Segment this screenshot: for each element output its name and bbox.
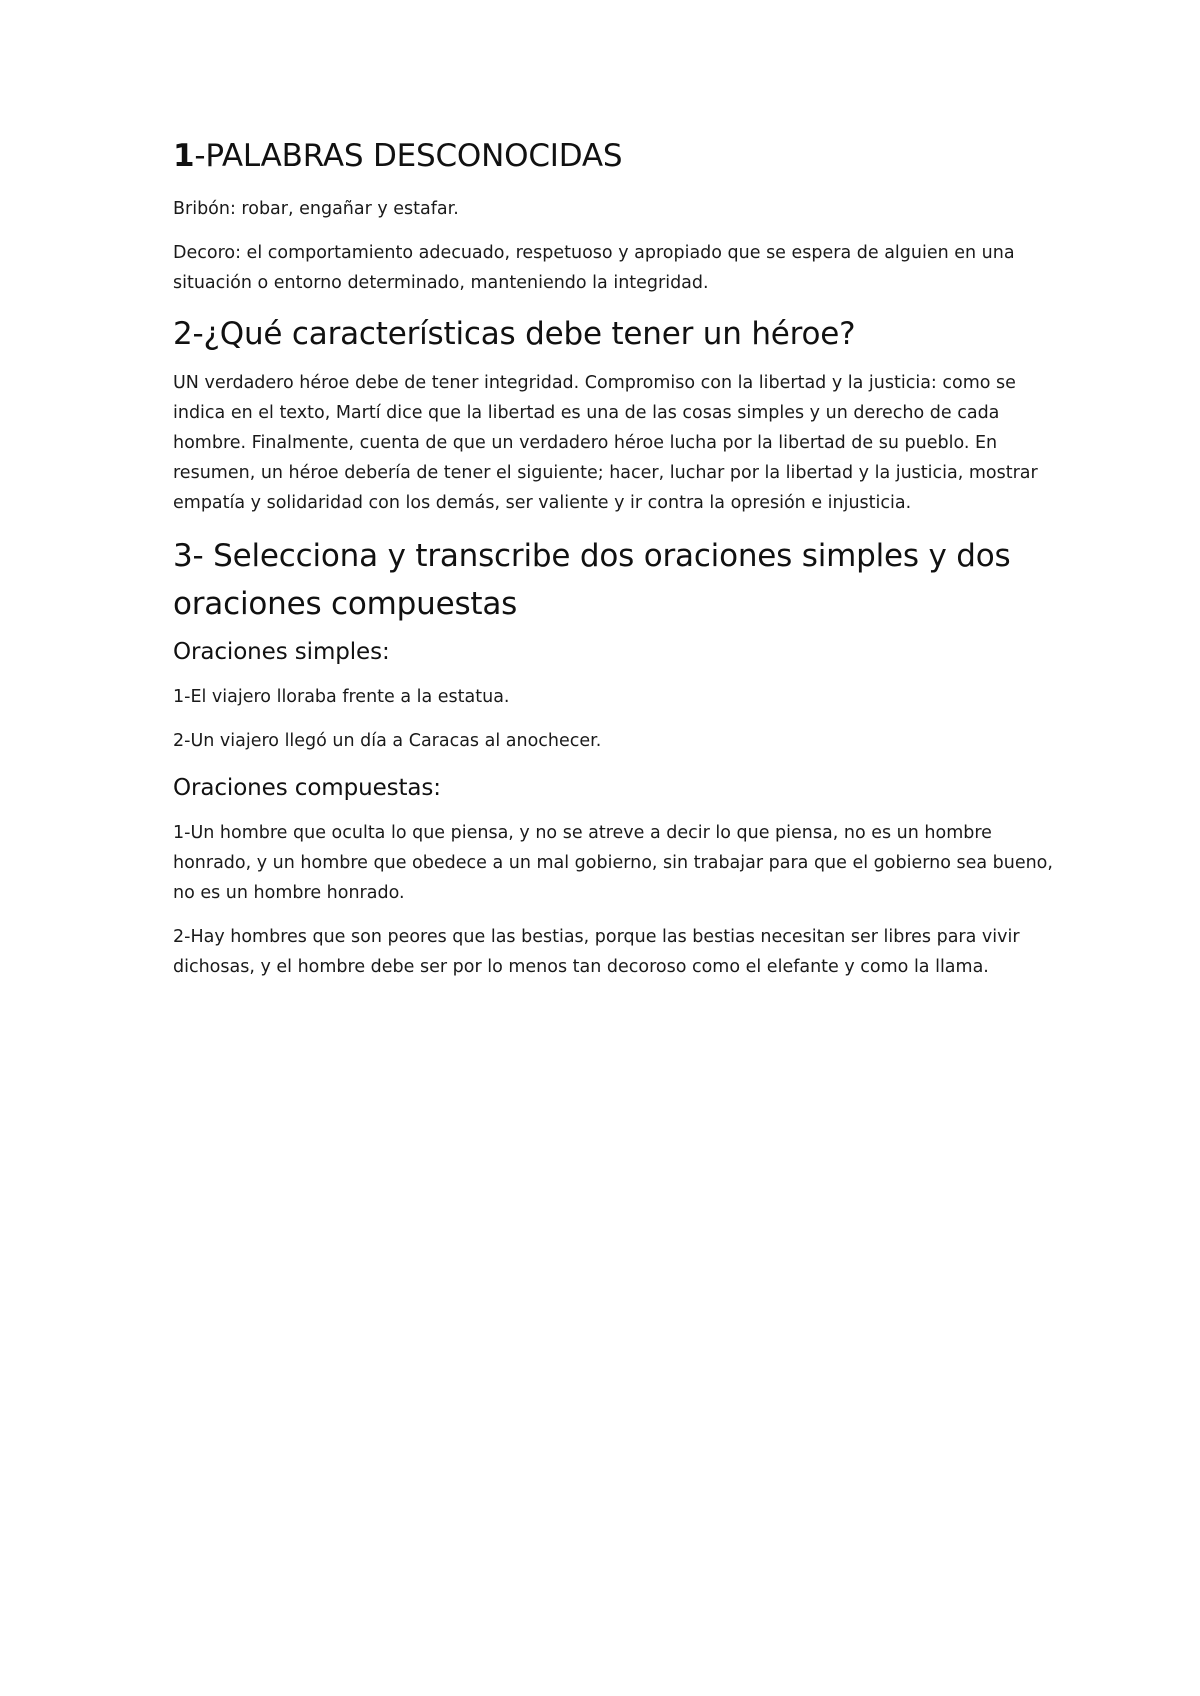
compound-sentences-heading: Oraciones compuestas: <box>173 775 441 802</box>
section-2-paragraph: UN verdadero héroe debe de tener integridad. Compromiso con la libertad y la justicia: como se indica en el texto, Martí dice que la libertad es una de las cosas simples y un derecho de cada hombre. Finalmente, cuenta de que un verdadero héroe lucha por la libertad de su pueblo. En resumen, un héroe debería de tener el siguiente; hacer, luchar por la libertad y la justicia, mostrar empatía y solidaridad con los demás, ser valiente y ir contra la opresión e injusticia. <box>173 373 1038 514</box>
section-1-title: -PALABRAS DESCONOCIDAS <box>194 138 623 174</box>
compound-sentence-2: 2-Hay hombres que son peores que las bestias, porque las bestias necesitan ser libres para vivir dichosas, y el hombre debe ser por lo menos tan decoroso como el elefante y como la llama. <box>173 927 1020 978</box>
definition-bribon: Bribón: robar, engañar y estafar. <box>173 199 459 220</box>
section-2-heading: 2-¿Qué características debe tener un héroe? <box>173 316 856 353</box>
simple-sentence-2: 2-Un viajero llegó un día a Caracas al anochecer. <box>173 731 602 752</box>
section-3-heading: 3- Selecciona y transcribe dos oraciones simples y dos oraciones compuestas <box>173 538 1011 623</box>
definition-decoro: Decoro: el comportamiento adecuado, respetuoso y apropiado que se espera de alguien en una situación o entorno determinado, manteniendo la integridad. <box>173 243 1015 294</box>
simple-sentences-heading: Oraciones simples: <box>173 639 390 666</box>
section-1-heading <box>173 136 1053 176</box>
compound-sentence-1: 1-Un hombre que oculta lo que piensa, y no se atreve a decir lo que piensa, no es un hombre honrado, y un hombre que obedece a un mal gobierno, sin trabajar para que el gobierno sea bueno, no es un hombre honrado. <box>173 823 1053 904</box>
section-1-number: 1 <box>173 138 195 174</box>
document-body <box>173 136 1053 982</box>
simple-sentence-1: 1-El viajero lloraba frente a la estatua. <box>173 687 510 708</box>
